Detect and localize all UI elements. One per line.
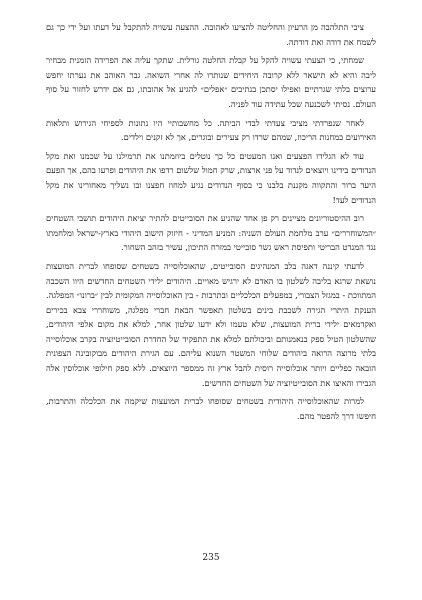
- paragraph: ציבי התלהבה מן הרעיון והחליטה להציעו לאהובה. ההצעה עשויה להתקבל על דעתו ועל ידי כך גם לשמח את דודה ואת דודתה.: [46, 22, 376, 47]
- paragraph: למרות שהאוכלוסייה היהודית בשטחים שסופחו לברית המועצות שיקמה את הכלכלה והתרבות, חיפשו דרך להפטר מהם.: [46, 396, 376, 421]
- paragraph: רוב ההיסטוריונים מציינים רק פן אחד שהניע את הסובייטים להתיר יציאת היהודים תושבי השטחים ״המשוחררים״ ערב מלחמת העולם השניה: המניע המדיני - חיזוק הישוב היהודי בארץ-ישראל ומלחמתו נגד המנדט הבריטי ותפיסת ראש גשר סובייטי במזרח התיכון, עשיר בזהב השחור.: [46, 213, 376, 253]
- paragraph: לאחר שנפרדתי מציבי צעדתי לבדי הביתה. כל מחשבותיי היו נתונות לספיחי הגירוש ותלאות האירועים במחנות הריכוז, שמהם שרדו רק צעירים ובוגרים, אך לא זקנים וילדים.: [46, 117, 376, 143]
- paragraph: עוד לא הגלידו הפצעים ואנו המעטים כל כך נוטלים ביוזמתנו את תרמילנו על שכמנו ואת מקל הנדודים בידינו ויוצאים לנדוד על פני ארצות, שרק חמול שלשום רדפו את היהודים ופרעו בהם, אך הפעם היעד ברור והתקווה מקננת בלבנו כי בסוף הנדודים נגיע למחוז חפצנו ובו נשליך מאחורינו את מקל הנדודים לעד!: [46, 150, 376, 205]
- document-page: [46, 20, 376, 540]
- paragraph: שמחתי, כי הצעתי עשויה להקל על קבלת החלטה גורלית. שתקך עליה את הפרידה הזמנית מבחיר ליבה והיא לא תישאר ללא קרובה היחידים שנותרו לה אחרי השואה. גבר האוהב את נערתו יחפש ערוצים בלתי שגרתיים ואפילו יסתכן בנתיבים ״אפלים״ להגיע אל אהובתו, גם אם ידרש לחזור על סוף העולם. נסיתי לשכנעה שכל עתידה עוד לפניה.: [46, 55, 376, 109]
- paragraph: לדעתי קיננה דאגה בלב המנהיגים הסובייטים, שהאוכלוסייה בשטחים שסופחו לברית המועצות נושאת שרגא בליבה לשלטון בו האדם לא ירגיש מאויים. היהודים ילידי השטחים החדשים היוו השכבה המתווכת - במגזל הצבורי, במפעלים הכלכליים ובתרבות - בין האוכלוסייה המקומית לבין ״ברונו״ המפלגה. הענקת היתרי הגירה לשכבת בינים בשלטון תאפשר הבאת חברי מפלגה, משוחררי צבא בכירים ואקדמאים ילידי ברית המועצות, שלא טעמו ולא ידעו שלטון אחר, למלא את מקום אלפי היהודים, שהשלטון הטיל ספק בנאמנותם וביכולתם למלא את התפקיד של החדרת הסובייטיזציה בקרב אוכלוסייה בלתי מרוצה הרואה ביהודים שלוחי המשטר השנוא עליהם. עם הגירת היהודים מבוקובינה הצפונית הובאה כפליים ויותר אוכלוסייה רוסית להבל ארץ זה ממספר היוצאים. ללא ספק חילופי אוכלוסין אלה הגבירו והאיצו את הסובייטיזציה של השטחים החדשים.: [46, 260, 376, 388]
- page-number: 235: [202, 553, 220, 563]
